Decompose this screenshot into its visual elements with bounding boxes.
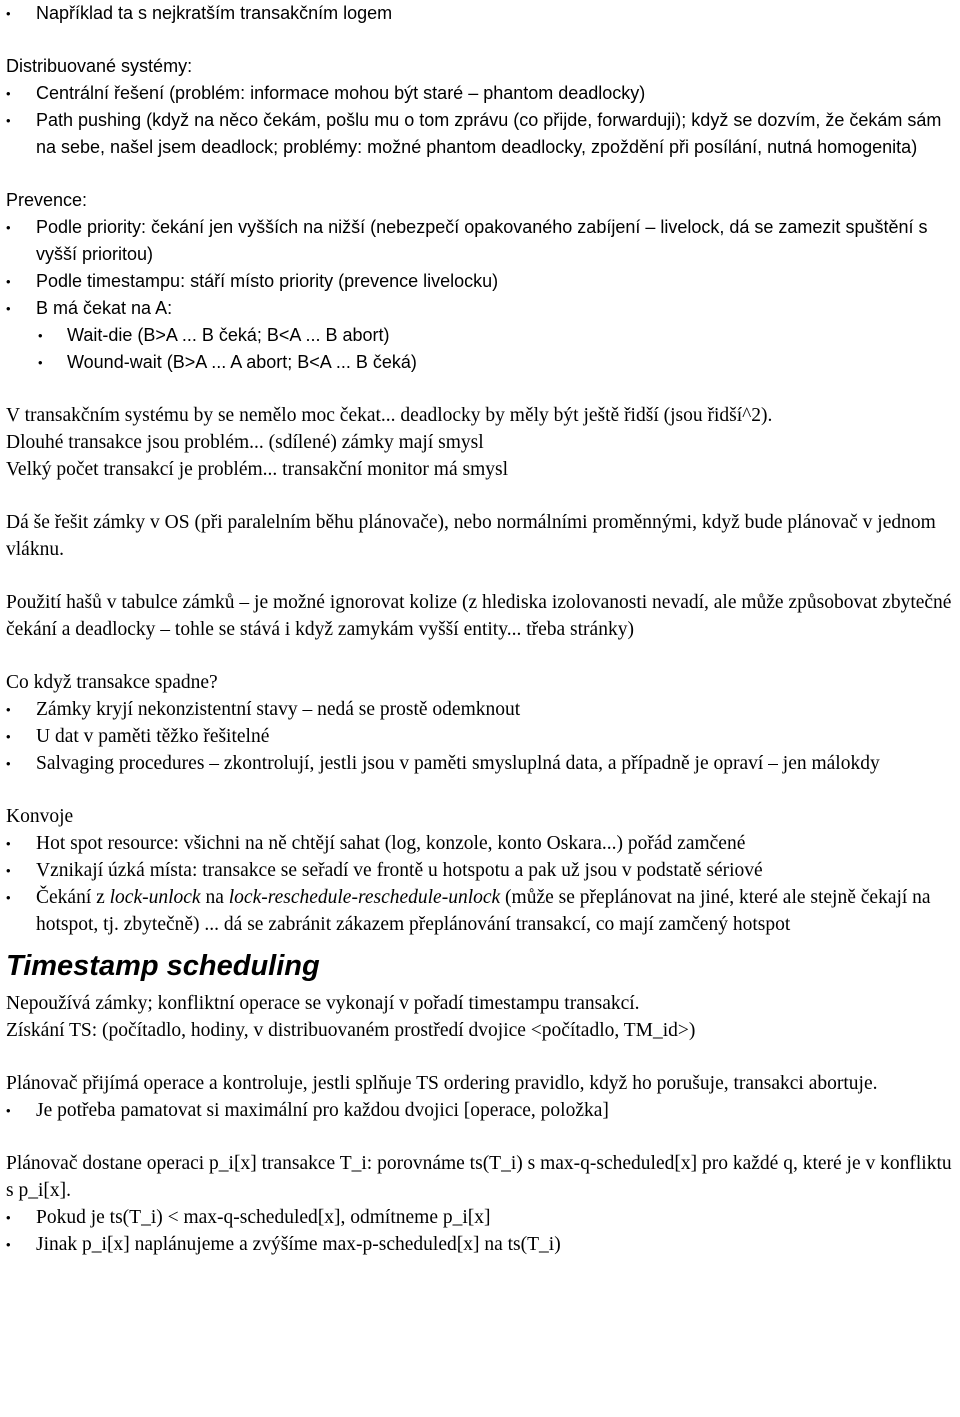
section-heading: Timestamp scheduling	[6, 950, 320, 982]
sub-list-item: • Wound-wait (B>A ... A abort; B<A ... B čeká)	[6, 349, 960, 376]
text-run: na	[200, 887, 229, 908]
scheduler-list	[6, 1097, 960, 1124]
list-item: • Path pushing (když na něco čekám, pošlu mu o tom zprávu (co přijde, forwarduji); když se dozvím, že čekám sám na sebe, našel jsem deadlock; problémy: možné phantom deadlocky, zpoždění při posílání, nutná homogenita)	[6, 107, 960, 161]
konvoje-heading: Konvoje	[6, 806, 74, 827]
crash-list	[6, 696, 960, 777]
text-line: V transakčním systému by se nemělo moc čekat... deadlocky by měly být ještě řidší (jsou řidší^2).	[6, 405, 773, 426]
prevence-list	[6, 214, 960, 376]
list-item: • Například ta s nejkratším transakčním logem	[6, 0, 960, 27]
italic-term: lock-reschedule-reschedule-unlock	[228, 887, 501, 908]
list-item: • Hot spot resource: všichni na ně chtějí sahat (log, konzole, konto Oskara...) pořád zamčené	[6, 830, 960, 857]
list-item: • Podle priority: čekání jen vyšších na nižší (nebezpečí opakovaného zabíjení – livelock, dá se zamezit spuštění s vyšší prioritou)	[6, 214, 960, 268]
crash-heading: Co když transakce spadne?	[6, 672, 218, 693]
italic-term: lock-unlock	[109, 887, 201, 908]
list-item: • Vznikají úzká místa: transakce se seřadí ve frontě u hotspotu a pak už jsou v podstatě sériové	[6, 857, 960, 884]
list-item: • Podle timestampu: stáří místo priority (prevence livelocku)	[6, 268, 960, 295]
list-item: • Jinak p_i[x] naplánujeme a zvýšíme max-p-scheduled[x] na ts(T_i)	[6, 1231, 960, 1258]
text-run: (může se přeplánovat na jiné, které ale stejně čekají na hotspot, tj. zbytečně) ... dá se zabránit zákazem přeplánování transakcí, co mají zamčený hotspot	[36, 887, 931, 935]
text-run: Čekání z	[36, 887, 110, 908]
text-line: Nepoužívá zámky; konfliktní operace se vykonají v pořadí timestampu transakcí.	[6, 993, 640, 1014]
os-paragraph: Dá še řešit zámky v OS (při paralelním běhu plánovače), nebo normálními proměnnými, když bude plánovač v jednom vláknu.	[6, 512, 936, 560]
list-item: • U dat v paměti těžko řešitelné	[6, 723, 960, 750]
text-line: Získání TS: (počítadlo, hodiny, v distribuovaném prostředí dvojice <počítadlo, TM_id>)	[6, 1020, 696, 1041]
scheduler-paragraph: Plánovač přijímá operace a kontroluje, jestli splňuje TS ordering pravidlo, když ho porušuje, transakci abortuje.	[6, 1073, 878, 1094]
list-item: • Centrální řešení (problém: informace mohou být staré – phantom deadlocky)	[6, 80, 960, 107]
operation-paragraph: Plánovač dostane operaci p_i[x] transakce T_i: porovnáme ts(T_i) s max-q-scheduled[x] pro každé q, které je v konfliktu s p_i[x].	[6, 1153, 952, 1201]
list-item	[6, 884, 960, 938]
list-item: • B má čekat na A:	[6, 295, 960, 322]
distributed-heading: Distribuované systémy:	[6, 56, 193, 76]
list-item: • Pokud je ts(T_i) < max-q-scheduled[x], odmítneme p_i[x]	[6, 1204, 960, 1231]
list-item: • Salvaging procedures – zkontrolují, jestli jsou v paměti smysluplná data, a případně je opraví – jen málokdy	[6, 750, 960, 777]
konvoje-list	[6, 830, 960, 938]
top-list	[6, 0, 960, 27]
operation-list	[6, 1204, 960, 1258]
list-item: • Je potřeba pamatovat si maximální pro každou dvojici [operace, položka]	[6, 1097, 960, 1124]
text-line: Dlouhé transakce jsou problém... (sdílené) zámky mají smysl	[6, 432, 484, 453]
distributed-list	[6, 80, 960, 161]
sub-list-item: • Wait-die (B>A ... B čeká; B<A ... B abort)	[6, 322, 960, 349]
hash-paragraph: Použití hašů v tabulce zámků – je možné ignorovat kolize (z hlediska izolovanosti nevadí, ale může způsobovat zbytečné čekání a deadlocky – tohle se stává i když zamykám vyšší entity... třeba stránky)	[6, 592, 952, 640]
prevence-heading: Prevence:	[6, 190, 88, 210]
text-line: Velký počet transakcí je problém... transakční monitor má smysl	[6, 459, 509, 480]
list-item: • Zámky kryjí nekonzistentní stavy – nedá se prostě odemknout	[6, 696, 960, 723]
